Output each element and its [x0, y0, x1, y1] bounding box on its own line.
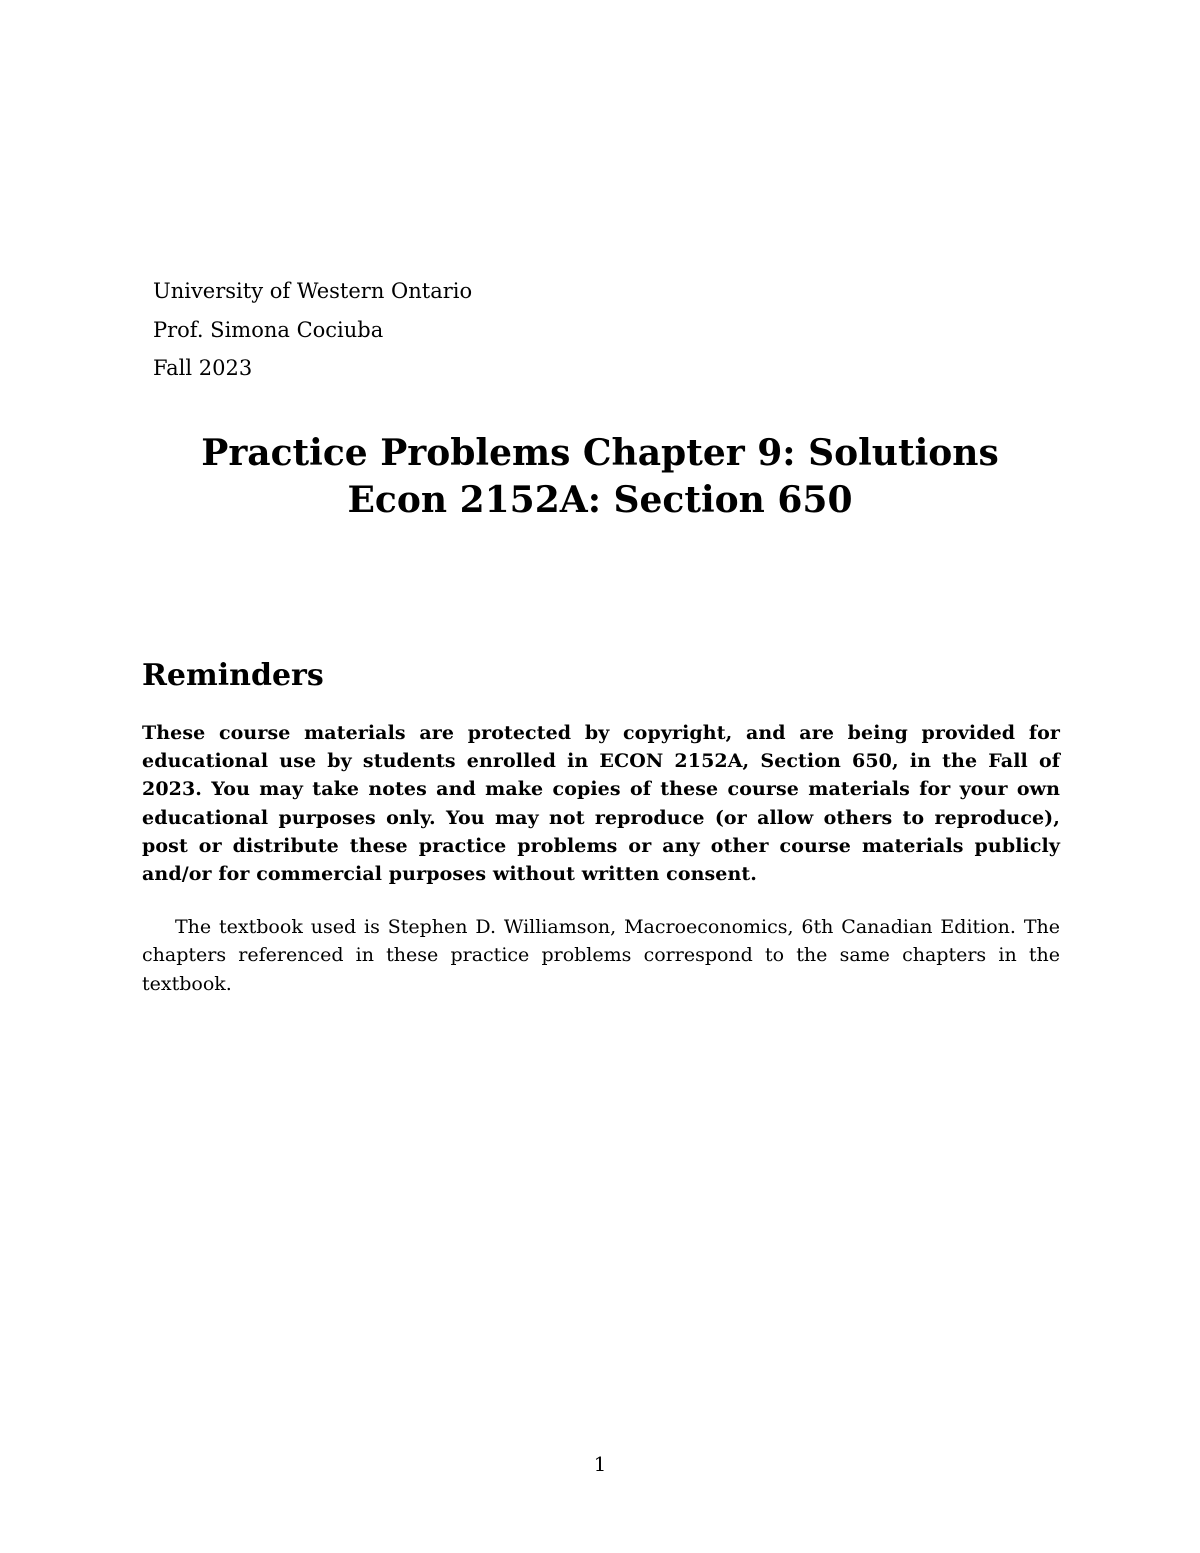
- title-line-course: Econ 2152A: Section 650: [347, 479, 853, 521]
- document-header: [153, 272, 472, 388]
- textbook-note: The textbook used is Stephen D. Williamson, Macroeconomics, 6th Canadian Edition. The chapters referenced in these practice problems correspond to the same chapters in the textbook.: [142, 916, 1060, 995]
- document-title: [0, 430, 1200, 524]
- copyright-notice: These course materials are protected by copyright, and are being provided for educational use by students enrolled in ECON 2152A, Section 650, in the Fall of 2023. You may take notes and make copies of these course materials for your own educational purposes only. You may not reproduce (or allow others to reproduce), post or distribute these practice problems or any other course materials publicly and/or for commercial purposes without written consent.: [142, 722, 1060, 886]
- page-number: 1: [593, 1452, 607, 1476]
- title-line-main: Practice Problems Chapter 9: Solutions: [201, 432, 999, 474]
- institution-name: University of Western Ontario: [153, 279, 473, 303]
- term-label: Fall 2023: [153, 356, 253, 380]
- instructor-name: Prof. Simona Cociuba: [153, 317, 384, 342]
- reminders-heading: Reminders: [142, 658, 324, 693]
